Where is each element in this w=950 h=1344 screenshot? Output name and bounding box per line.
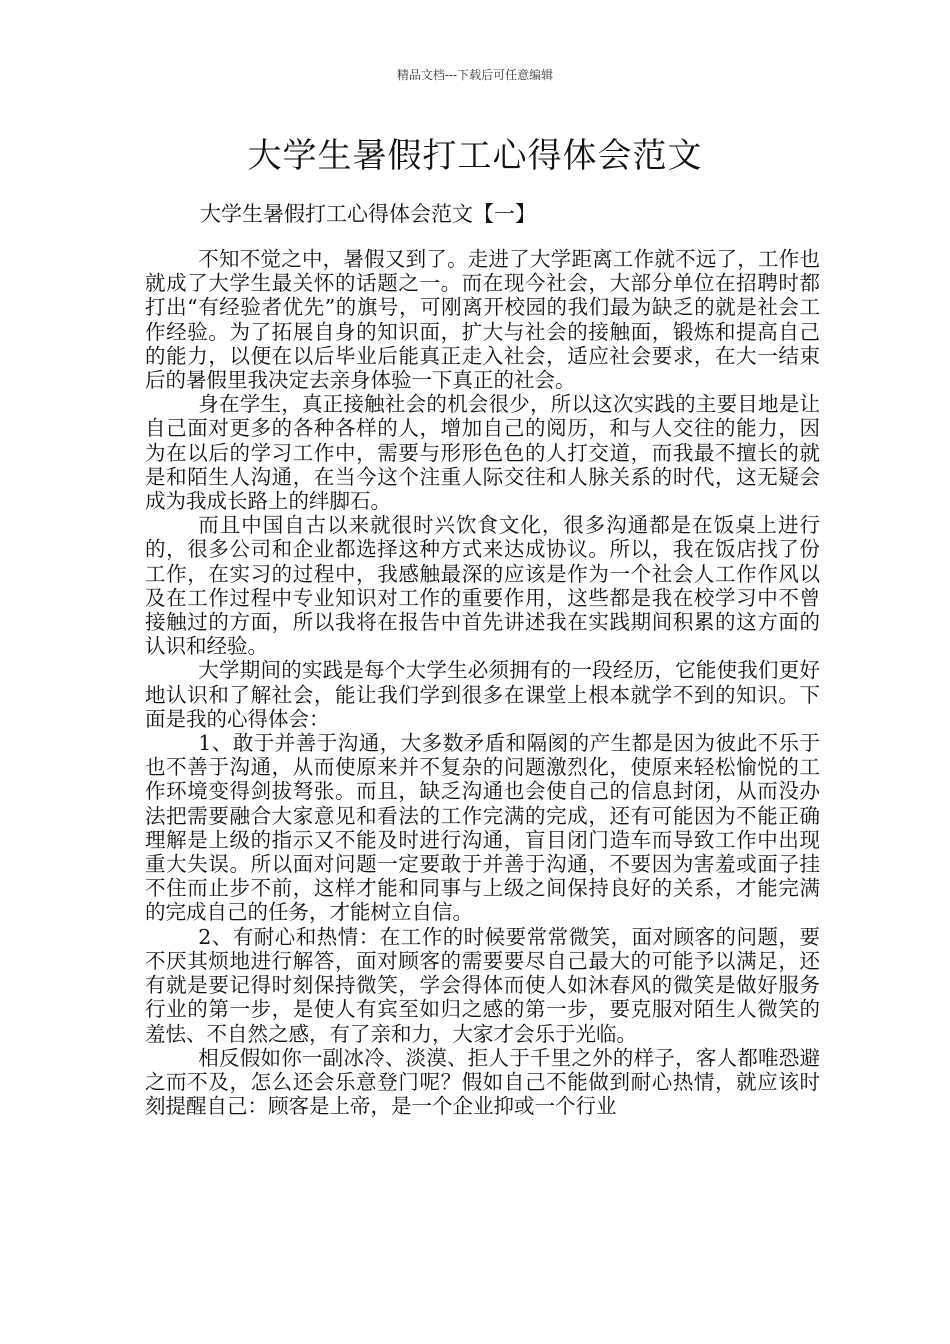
paragraph: 大学期间的实践是每个大学生必须拥有的一段经历，它能使我们更好地认识和了解社会，能让我们学到很多在课堂上根本就学不到的知识。下面是我的心得体会：: [145, 658, 820, 731]
section-heading: 大学生暑假打工心得体会范文【一】: [200, 202, 536, 226]
document-body: [145, 247, 820, 1118]
paragraph: 不知不觉之中，暑假又到了。走进了大学距离工作就不远了，工作也就成了大学生最关怀的话题之一。而在现今社会，大部分单位在招聘时都打出“有经验者优先”的旗号，可刚离开校园的我们最为缺乏的就是社会工作经验。为了拓展自身的知识面，扩大与社会的接触面，锻炼和提高自己的能力，以便在以后毕业后能真正走入社会，适应社会要求，在大一结束后的暑假里我决定去亲身体验一下真正的社会。: [145, 247, 820, 393]
paragraph: 1、敢于并善于沟通，大多数矛盾和隔阂的产生都是因为彼此不乐于也不善于沟通，从而使原来并不复杂的问题激烈化，使原来轻松愉悦的工作环境变得剑拔弩张。而且，缺乏沟通也会使自己的信息封闭，从而没办法把需要融合大家意见和看法的工作完满的完成，还有可能因为不能正确理解是上级的指示又不能及时进行沟通，盲目闭门造车而导致工作中出现重大失误。所以面对问题一定要敢于并善于沟通，不要因为害羞或面子挂不住而止步不前，这样才能和同事与上级之间保持良好的关系，才能完满的完成自己的任务，才能树立自信。: [145, 731, 820, 925]
paragraph: 身在学生，真正接触社会的机会很少，所以这次实践的主要目地是让自己面对更多的各种各样的人，增加自己的阅历，和与人交往的能力，因为在以后的学习工作中，需要与形形色色的人打交道，而我最不擅长的就是和陌生人沟通，在当今这个注重人际交往和人脉关系的时代，这无疑会成为我成长路上的绊脚石。: [145, 392, 820, 514]
paragraph: 而且中国自古以来就很时兴饮食文化，很多沟通都是在饭桌上进行的，很多公司和企业都选择这种方式来达成协议。所以，我在饭店找了份工作，在实习的过程中，我感触最深的应该是作为一个社会人工作作风以及在工作过程中专业知识对工作的重要作用，这些都是我在校学习中不曾接触过的方面，所以我将在报告中首先讲述我在实践期间积累的这方面的认识和经验。: [145, 513, 820, 659]
header-note: 精品文档---下载后可任意编辑: [396, 68, 554, 82]
paragraph: 2、有耐心和热情：在工作的时候要常常微笑，面对顾客的问题，要不厌其烦地进行解答，面对顾客的需要要尽自己最大的可能予以满足，还有就是要记得时刻保持微笑，学会得体而使人如沐春风的微笑是做好服务行业的第一步，是使人有宾至如归之感的第一步，要克服对陌生人微笑的羞怯、不自然之感，有了亲和力，大家才会乐于光临。: [145, 924, 820, 1046]
paragraph: 相反假如你一副冰冷、淡漠、拒人于千里之外的样子，客人都唯恐避之而不及，怎么还会乐意登门呢？假如自己不能做到耐心热情，就应该时刻提醒自己：顾客是上帝，是一个企业抑或一个行业: [145, 1045, 820, 1119]
document-title: 大学生暑假打工心得体会范文: [247, 136, 703, 176]
